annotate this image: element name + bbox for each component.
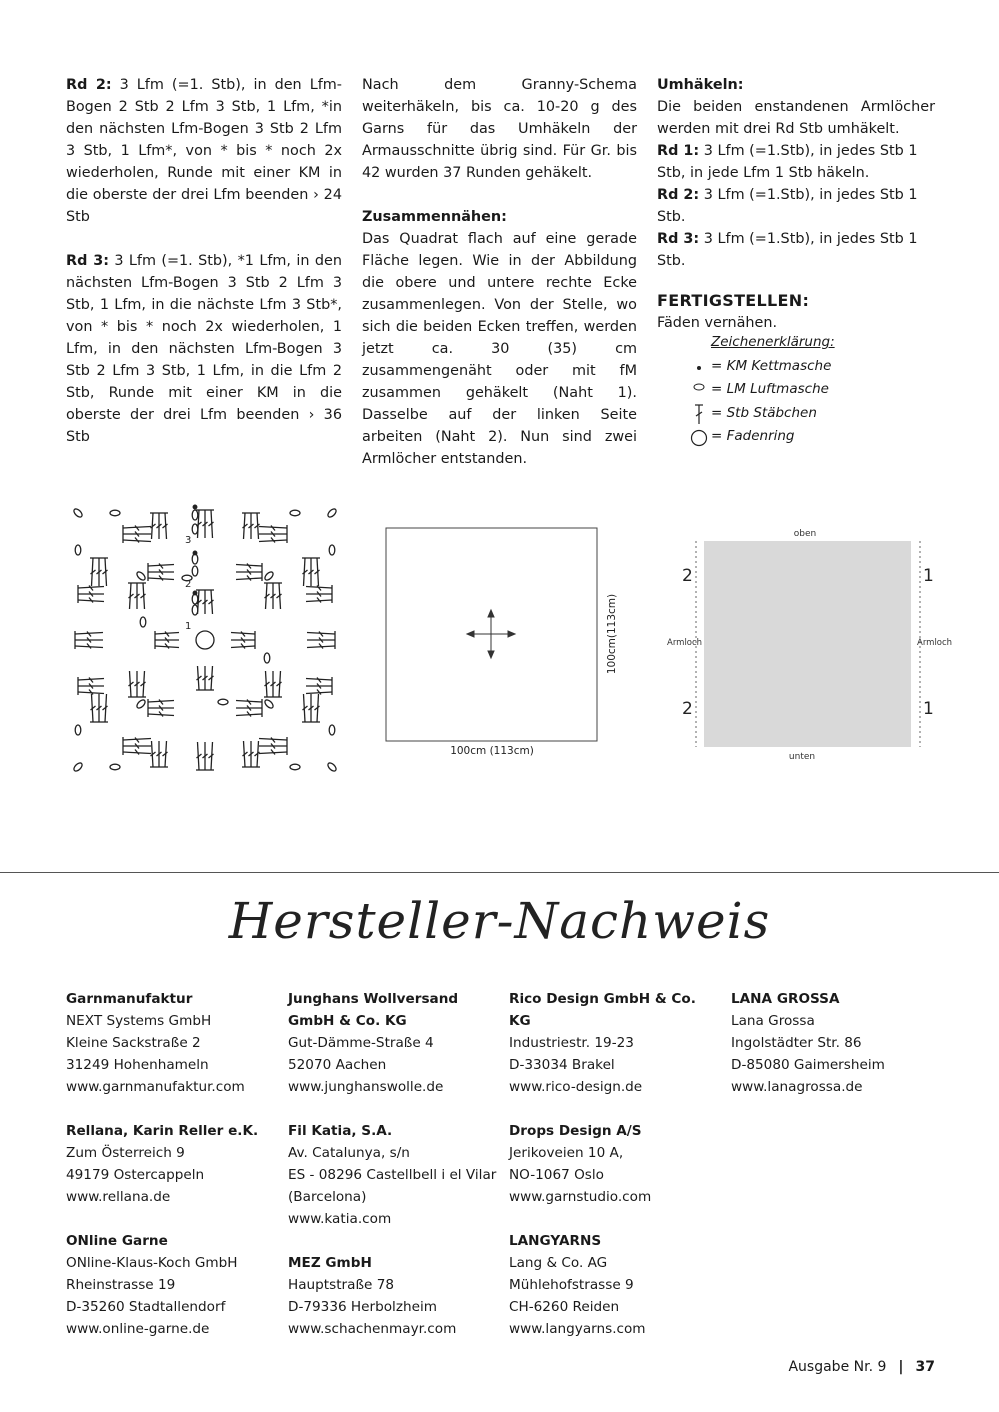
manufacturer-name: Fil Katia, S.A. — [288, 1123, 393, 1139]
chart-round-label: 1 — [185, 621, 192, 632]
manufacturer-entry — [288, 1252, 498, 1340]
round-2-label: Rd 2: — [66, 77, 112, 93]
armhole-right-label: Armloch — [917, 638, 953, 648]
slip-stitch-dot-icon — [193, 505, 197, 509]
square-dimension-diagram — [380, 520, 630, 765]
square-width-label: 100cm (113cm) — [450, 745, 534, 757]
legend-item-text: = LM Luftmasche — [711, 381, 829, 397]
manufacturer-address-line: www.langyarns.com — [509, 1321, 646, 1337]
square-height-label: 100cm(113cm) — [606, 593, 618, 675]
manufacturer-name: LANGYARNS — [509, 1233, 602, 1249]
seam-number-right-bottom: 1 — [923, 699, 934, 719]
seam-bottom-label: unten — [788, 752, 816, 762]
manufacturer-address-line: Industriestr. 19-23 — [509, 1035, 634, 1051]
crochet-chart-diagram — [60, 495, 350, 785]
stitch-cluster-icon — [123, 525, 151, 543]
chain-oval-icon — [290, 510, 300, 516]
section-divider — [0, 872, 999, 873]
chain-oval-icon — [263, 570, 274, 581]
footer-separator: | — [898, 1359, 904, 1375]
chain-oval-icon — [263, 698, 274, 709]
legend-title: Zeichenerklärung: — [711, 334, 835, 350]
stitch-cluster-icon — [75, 631, 103, 649]
manufacturer-address-line: www.online-garne.de — [66, 1321, 210, 1337]
manufacturer-column-2 — [288, 988, 498, 1362]
manufacturer-address-line: www.schachenmayr.com — [288, 1321, 457, 1337]
chain-oval-icon — [192, 566, 198, 576]
chart-round-label: 2 — [185, 579, 192, 590]
stitch-cluster-icon — [148, 699, 174, 717]
manufacturer-address-line: CH-6260 Reiden — [509, 1299, 620, 1315]
manufacturer-address-line: 52070 Aachen — [288, 1057, 387, 1073]
chain-oval-icon — [75, 545, 81, 555]
chain-oval-icon — [192, 594, 198, 604]
legend-item-km — [690, 355, 835, 379]
manufacturer-column-1 — [66, 988, 276, 1362]
stitch-cluster-icon — [236, 563, 262, 581]
manufacturer-address-line: Gut-Dämme-Straße 4 — [288, 1035, 434, 1051]
manufacturer-address-line: ES - 08296 Castellbell i el Vilar — [288, 1167, 497, 1183]
chain-oval-icon — [75, 725, 81, 735]
round-2-text: 3 Lfm (=1. Stb), in den Lfm-Bogen 2 Stb 2 Lfm 3 Stb, 1 Lfm, *in den nächsten Lfm-Bogen 3 Stb 2 Lfm 3 Stb, 1 Lfm*, von * bis * noch 2x wiederholen, Runde mit einer KM in die oberste der drei Lfm beenden › 24 Stb — [66, 77, 342, 225]
manufacturer-address-line: (Barcelona) — [288, 1189, 367, 1205]
manufacturer-address-line: www.garnmanufaktur.com — [66, 1079, 245, 1095]
manufacturer-address-line: Av. Catalunya, s/n — [288, 1145, 410, 1161]
manufacturer-address-line: www.junghanswolle.de — [288, 1079, 444, 1095]
chain-oval-icon — [218, 699, 228, 705]
manufacturer-entry — [731, 988, 941, 1098]
edge-round-2-label: Rd 2: — [657, 187, 700, 203]
slip-stitch-dot-icon — [193, 551, 197, 555]
stitch-cluster-icon — [123, 737, 151, 755]
stitch-cluster-icon — [259, 737, 287, 755]
edge-round-1 — [657, 140, 935, 184]
stitch-cluster-icon — [128, 583, 146, 609]
round-2-paragraph — [66, 74, 342, 228]
chain-oval-icon — [110, 764, 120, 770]
manufacturer-address-line: D-33034 Brakel — [509, 1057, 615, 1073]
page-footer — [788, 1359, 935, 1375]
chain-oval-icon — [326, 507, 337, 518]
finish-heading: FERTIGSTELLEN: — [657, 291, 810, 310]
manufacturer-address-line: Lang & Co. AG — [509, 1255, 608, 1271]
sew-heading: Zusammennähen: — [362, 209, 507, 225]
manufacturer-column-4 — [731, 988, 941, 1120]
manufacturer-name: Drops Design A/S — [509, 1123, 642, 1139]
edge-text: Die beiden enstandenen Armlöcher werden mit drei Rd Stb umhäkelt. — [657, 99, 935, 137]
seam-number-left-bottom: 2 — [682, 699, 693, 719]
stitch-cluster-icon — [78, 585, 104, 603]
manufacturer-address-line: www.rellana.de — [66, 1189, 171, 1205]
edge-round-3 — [657, 228, 935, 272]
manufacturers-title: Hersteller-Nachweis — [228, 892, 771, 950]
round-3-label: Rd 3: — [66, 253, 109, 269]
slip-stitch-dot-icon — [193, 591, 197, 595]
stitch-cluster-icon — [306, 585, 332, 603]
stitch-cluster-icon — [128, 671, 146, 697]
instructions-col-3 — [657, 74, 935, 334]
manufacturer-address-line: ONline-Klaus-Koch GmbH — [66, 1255, 238, 1271]
chain-oval-icon — [326, 761, 337, 772]
seam-number-left-top: 2 — [682, 566, 693, 586]
edge-round-1-text: 3 Lfm (=1.Stb), in jedes Stb 1 Stb, in jede Lfm 1 Stb häkeln. — [657, 143, 918, 181]
manufacturer-entry — [66, 1230, 276, 1340]
manufacturer-entry — [509, 1230, 719, 1340]
chain-oval-icon — [72, 761, 83, 772]
chain-oval-icon — [290, 764, 300, 770]
chain-oval-icon — [135, 570, 146, 581]
manufacturer-address-line: 49179 Ostercappeln — [66, 1167, 205, 1183]
legend-item-lm — [690, 378, 835, 402]
manufacturer-address-line: D-85080 Gaimersheim — [731, 1057, 885, 1073]
manufacturer-entry — [66, 1120, 276, 1208]
manufacturer-address-line: D-35260 Stadtallendorf — [66, 1299, 226, 1315]
manufacturer-address-line: NO-1067 Oslo — [509, 1167, 604, 1183]
seam-diagram — [655, 522, 955, 767]
stitch-cluster-icon — [307, 631, 335, 649]
manufacturer-address-line: Lana Grossa — [731, 1013, 815, 1029]
center-ring-icon — [196, 631, 214, 649]
manufacturer-entry — [288, 1120, 498, 1230]
manufacturer-name: Junghans Wollversand GmbH & Co. KG — [288, 991, 459, 1029]
page-number: 37 — [915, 1359, 935, 1375]
stitch-icon — [690, 402, 710, 425]
manufacturer-address-line: www.katia.com — [288, 1211, 392, 1227]
manufacturer-address-line: NEXT Systems GmbH — [66, 1013, 212, 1029]
stitch-cluster-icon — [148, 563, 174, 581]
chain-oval-icon — [110, 510, 120, 516]
manufacturer-name: Garnmanufaktur — [66, 991, 193, 1007]
continue-paragraph: Nach dem Granny-Schema weiterhäkeln, bis ca. 10-20 g des Garns für das Umhäkeln der Armausschnitte übrig sind. Für Gr. bis 42 wurden 37 Runden gehäkelt. — [362, 77, 637, 181]
stitch-cluster-icon — [196, 666, 214, 690]
manufacturer-name: MEZ GmbH — [288, 1255, 372, 1271]
manufacturer-entry — [288, 988, 498, 1098]
ring-icon — [690, 425, 710, 448]
edge-round-2-text: 3 Lfm (=1.Stb), in jedes Stb 1 Stb. — [657, 187, 918, 225]
chain-oval-icon — [329, 725, 335, 735]
issue-label: Ausgabe Nr. 9 — [788, 1359, 887, 1375]
finish-text: Fäden vernähen. — [657, 315, 778, 331]
round-3-paragraph — [66, 250, 342, 448]
manufacturer-name: Rico Design GmbH & Co. KG — [509, 991, 696, 1029]
manufacturer-entry — [66, 988, 276, 1098]
stitch-cluster-icon — [264, 583, 282, 609]
stitch-cluster-icon — [196, 742, 214, 770]
stitch-cluster-icon — [302, 694, 320, 722]
stitch-cluster-icon — [306, 677, 332, 695]
stitch-cluster-icon — [196, 510, 214, 538]
seam-top-label: oben — [793, 529, 817, 539]
legend-item-text: = Fadenring — [711, 428, 795, 444]
chain-oval-icon — [264, 653, 270, 663]
armhole-left-label: Armloch — [667, 638, 703, 648]
symbol-legend — [690, 331, 835, 449]
chain-oval-icon — [329, 545, 335, 555]
stitch-cluster-icon — [236, 699, 262, 717]
edge-round-3-label: Rd 3: — [657, 231, 700, 247]
manufacturer-address-line: www.garnstudio.com — [509, 1189, 652, 1205]
edge-round-1-label: Rd 1: — [657, 143, 700, 159]
legend-item-text: = KM Kettmasche — [711, 357, 832, 374]
manufacturer-entry — [509, 988, 719, 1098]
legend-item-text: = Stb Stäbchen — [711, 404, 817, 421]
stitch-cluster-icon — [264, 671, 282, 697]
chain-oval-icon — [192, 510, 198, 520]
manufacturer-address-line: Mühlehofstrasse 9 — [509, 1277, 634, 1293]
manufacturer-address-line: Zum Österreich 9 — [66, 1145, 185, 1161]
manufacturer-address-line: Kleine Sackstraße 2 — [66, 1035, 201, 1051]
edge-round-2 — [657, 184, 935, 228]
seam-number-right-top: 1 — [923, 566, 934, 586]
chain-oval-icon — [192, 605, 198, 615]
legend-item-ring — [690, 425, 835, 449]
chain-oval-icon — [135, 698, 146, 709]
stitch-cluster-icon — [242, 513, 260, 539]
manufacturer-name: Rellana, Karin Reller e.K. — [66, 1123, 259, 1139]
stitch-cluster-icon — [242, 741, 260, 767]
stitch-cluster-icon — [259, 525, 287, 543]
manufacturer-entry — [509, 1120, 719, 1208]
stitch-cluster-icon — [78, 677, 104, 695]
legend-item-stb — [690, 402, 835, 426]
manufacturer-address-line: www.rico-design.de — [509, 1079, 643, 1095]
manufacturer-name: LANA GROSSA — [731, 991, 840, 1007]
manufacturer-name: ONline Garne — [66, 1233, 168, 1249]
manufacturer-address-line: D-79336 Herbolzheim — [288, 1299, 437, 1315]
manufacturer-address-line: Jerikoveien 10 A, — [509, 1145, 624, 1161]
manufacturer-column-3 — [509, 988, 719, 1362]
stitch-cluster-icon — [150, 513, 168, 539]
instructions-col-2 — [362, 74, 637, 492]
sew-paragraph: Das Quadrat flach auf eine gerade Fläche legen. Wie in der Abbildung die obere und untere rechte Ecke zusammenlegen. Von der Stelle, wo sich die beiden Ecken treffen, werden jetzt ca. 30 (35) cm zusammengenäht oder mit fM zusammen gehäkelt (Naht 1). Dasselbe auf der linken Seite arbeiten (Naht 2). Nun sind zwei Armlöcher entstanden. — [362, 231, 637, 467]
stitch-cluster-icon — [150, 741, 168, 767]
stitch-cluster-icon — [155, 631, 179, 649]
edge-heading: Umhäkeln: — [657, 77, 744, 93]
stitch-cluster-icon — [90, 694, 108, 722]
stitch-cluster-icon — [90, 558, 108, 586]
chain-oval-icon — [140, 617, 146, 627]
round-3-text: 3 Lfm (=1. Stb), *1 Lfm, in den nächsten Lfm-Bogen 3 Stb 2 Lfm 3 Stb, 1 Lfm, in die nächste Lfm 3 Stb*, von * bis * noch 2x wiederholen, 1 Lfm, in den nächsten Lfm-Bogen 3 Stb 2 Lfm 3 Stb, 1 Lfm, in die Lfm 2 Stb, Runde mit einer KM in die oberste der drei Lfm beenden › 36 Stb — [66, 253, 342, 445]
manufacturer-address-line: www.lanagrossa.de — [731, 1079, 863, 1095]
chain-oval-icon — [72, 507, 83, 518]
stitch-cluster-icon — [302, 558, 320, 586]
stitch-cluster-icon — [196, 590, 214, 614]
chain-oval-icon — [192, 524, 198, 534]
manufacturer-address-line: 31249 Hohenhameln — [66, 1057, 209, 1073]
seam-square — [704, 541, 911, 747]
manufacturer-address-line: Ingolstädter Str. 86 — [731, 1035, 862, 1051]
oval-icon — [690, 378, 710, 401]
manufacturer-address-line: Hauptstraße 78 — [288, 1277, 395, 1293]
stitch-cluster-icon — [231, 631, 255, 649]
edge-round-3-text: 3 Lfm (=1.Stb), in jedes Stb 1 Stb. — [657, 231, 918, 269]
dot-icon — [690, 355, 710, 378]
chart-round-label: 3 — [185, 535, 192, 546]
instructions-col-1 — [66, 74, 342, 470]
manufacturer-address-line: Rheinstrasse 19 — [66, 1277, 176, 1293]
chain-oval-icon — [192, 554, 198, 564]
